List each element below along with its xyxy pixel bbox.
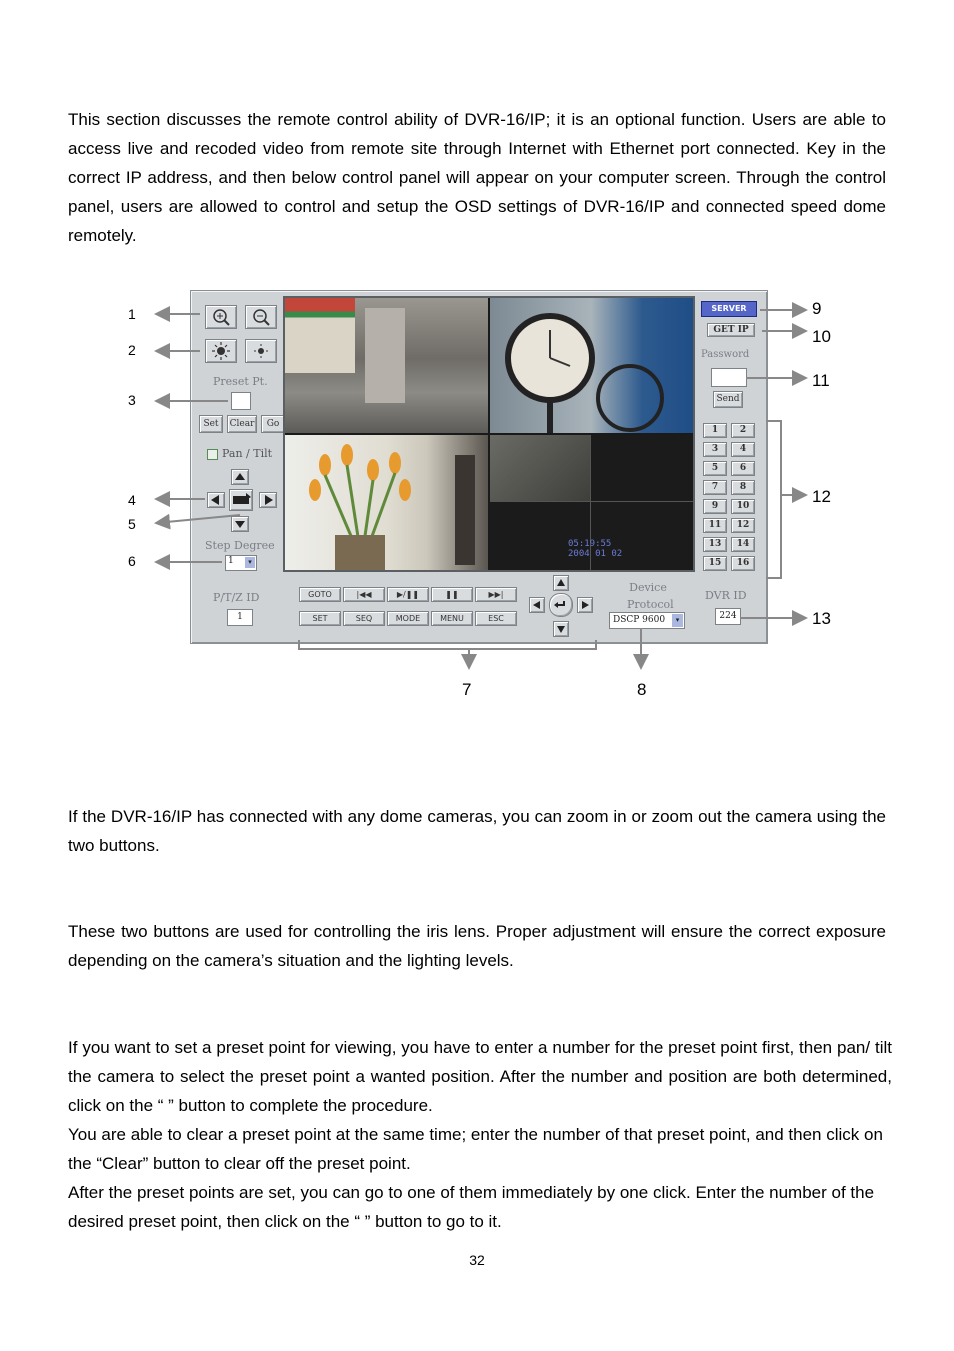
callout-9: 9 [812,299,822,318]
callout-6: 6 [128,553,136,569]
channel-button[interactable]: 6 [731,461,755,476]
camera-view-1 [285,298,488,433]
building-image [365,308,405,403]
zoom-out-icon [246,306,276,328]
arrow-up-icon [554,576,568,590]
video-monitor [283,296,695,572]
control-panel-figure [190,290,768,644]
dome-enter-button[interactable] [549,593,573,617]
password-input[interactable] [711,368,747,387]
zoom-paragraph [68,802,886,860]
arrow-down-icon [554,622,568,636]
server-button[interactable]: SERVER [701,301,757,317]
channel-button-grid [703,423,759,571]
callout-4: 4 [128,492,136,508]
dvr-id-input[interactable]: 224 [715,608,741,625]
page-number: 32 [469,1252,485,1268]
zoom-in-button[interactable] [205,305,237,329]
clock-image [490,298,693,433]
storefront-image [285,298,355,373]
osd-time: 05:19:55 [568,539,612,549]
osd-timestamp [568,539,622,559]
preset-set-button[interactable]: Set [199,415,223,433]
preset-go-button[interactable]: Go [261,415,285,433]
playback-button-row [299,587,519,601]
intro-paragraph [68,105,886,250]
arrow-right-icon [260,493,276,507]
iris-open-icon [206,340,236,362]
channel-button[interactable]: 11 [703,518,727,533]
arrow-left-icon [530,598,544,612]
ptz-id-input[interactable]: 1 [227,609,253,626]
dvr-id-label: DVR ID [705,589,747,602]
protocol-label: Protocol [627,598,674,611]
iris-close-button[interactable] [245,339,277,363]
preset-label: Preset Pt. [213,375,268,388]
callout-12: 12 [812,487,831,506]
pan-left-button[interactable] [207,492,225,508]
preset-input[interactable] [231,392,251,410]
channel-button[interactable]: 5 [703,461,727,476]
protocol-value: DSCP 9600 [613,615,666,625]
callout-7: 7 [462,680,472,699]
preset-clear-button[interactable]: Clear [227,415,257,433]
callout-10: 10 [812,327,831,346]
channel-button[interactable]: 12 [731,518,755,533]
iris-close-icon [246,340,276,362]
osd-date: 2004 01 02 [568,549,623,559]
preset-text-3: After the preset points are set, you can go to one of them immediately by one click. Enter the number of the desired preset point, then click on the “ ” button to go to it. [68,1183,875,1231]
iris-open-button[interactable] [205,339,237,363]
pan-right-button[interactable] [259,492,277,508]
intro-text: This section discusses the remote control ability of DVR-16/IP; it is an optional function. Users are able to access live and recoded video from remote site through Internet with Ethernet port connected. Key in the correct IP address, and then below control panel will appear on your computer screen. Through the control panel, users are allowed to control and setup the OSD settings of DVR-16/IP and connected speed dome remotely. [68,110,886,245]
arrow-right-icon [578,598,592,612]
enter-icon [550,594,572,616]
arrow-left-icon [208,493,224,507]
arrow-up-icon [232,470,248,484]
channel-button[interactable]: 9 [703,499,727,514]
preset-text-1: If you want to set a preset point for viewing, you have to enter a number for the preset point first, then pan/ tilt the camera to select the preset point a wanted position. After the number and position are both determined, click on the “ ” button to complete the procedure. [68,1038,892,1115]
tilt-up-button[interactable] [231,469,249,485]
channel-button[interactable]: 16 [731,556,755,571]
channel-button[interactable]: 3 [703,442,727,457]
password-label: Password [701,349,750,360]
pan-tilt-checkbox[interactable] [207,449,218,460]
callout-8: 8 [637,680,647,699]
row1-button[interactable]: GOTO [299,587,341,602]
row2-button[interactable]: MENU [431,611,473,626]
step-degree-value: 1 [228,556,234,566]
chevron-down-icon: ▾ [672,614,683,627]
row2-button[interactable]: MODE [387,611,429,626]
send-button[interactable]: Send [713,391,743,408]
preset-text-2: You are able to clear a preset point at the same time; enter the number of that preset point, and then click on the “Clear” button to clear off the preset point. [68,1125,883,1173]
camera-view-4 [490,435,693,570]
channel-button[interactable]: 1 [703,423,727,438]
zoom-out-button[interactable] [245,305,277,329]
pan-tilt-label: Pan / Tilt [222,447,273,460]
channel-button[interactable]: 4 [731,442,755,457]
arrow-down-icon [232,517,248,531]
callout-13: 13 [812,609,831,628]
callout-1: 1 [128,306,136,322]
callout-3: 3 [128,392,136,408]
dome-down-button[interactable] [553,621,569,637]
ptz-id-label: P/T/Z ID [213,591,260,604]
camera-view-2 [490,298,693,433]
dome-up-button[interactable] [553,575,569,591]
zoom-text: If the DVR-16/IP has connected with any dome cameras, you can zoom in or zoom out the camera using the two buttons. [68,807,886,855]
step-degree-label: Step Degree [205,539,275,552]
callout-2: 2 [128,342,136,358]
flowers-image [285,435,488,570]
row2-button[interactable]: ESC [475,611,517,626]
auto-pan-button[interactable] [229,489,253,511]
dome-left-button[interactable] [529,597,545,613]
zoom-in-icon [206,306,236,328]
channel-button[interactable]: 13 [703,537,727,552]
channel-button[interactable]: 10 [731,499,755,514]
channel-button[interactable]: 14 [731,537,755,552]
channel-button[interactable]: 8 [731,480,755,495]
callout-11: 11 [812,371,830,390]
device-label: Device [629,581,667,594]
preset-paragraph [68,1033,898,1236]
dome-right-button[interactable] [577,597,593,613]
rotate-icon [230,490,252,510]
chevron-down-icon: ▾ [245,557,255,568]
get-ip-button[interactable]: GET IP [707,323,755,337]
row2-button[interactable]: SEQ [343,611,385,626]
row1-button[interactable]: |◀◀ [343,587,385,602]
channel-button[interactable]: 2 [731,423,755,438]
step-degree-select[interactable] [225,555,257,571]
subview-image [490,435,590,501]
iris-text: These two buttons are used for controlling the iris lens. Proper adjustment will ensure the correct exposure depending on the camera’s situation and the lighting levels. [68,922,886,970]
osd-button-row [299,611,519,625]
row2-button[interactable]: SET [299,611,341,626]
channel-button[interactable]: 15 [703,556,727,571]
row1-button[interactable]: ▶▶| [475,587,517,602]
split-divider-h [490,501,693,502]
camera-view-3 [285,435,488,570]
row1-button[interactable]: ❚❚ [431,587,473,602]
tilt-down-button[interactable] [231,516,249,532]
channel-button[interactable]: 7 [703,480,727,495]
callout-5: 5 [128,516,136,532]
protocol-select[interactable] [609,612,685,629]
iris-paragraph [68,917,886,975]
row1-button[interactable]: ▶/❚❚ [387,587,429,602]
device-protocol-label [627,579,674,613]
